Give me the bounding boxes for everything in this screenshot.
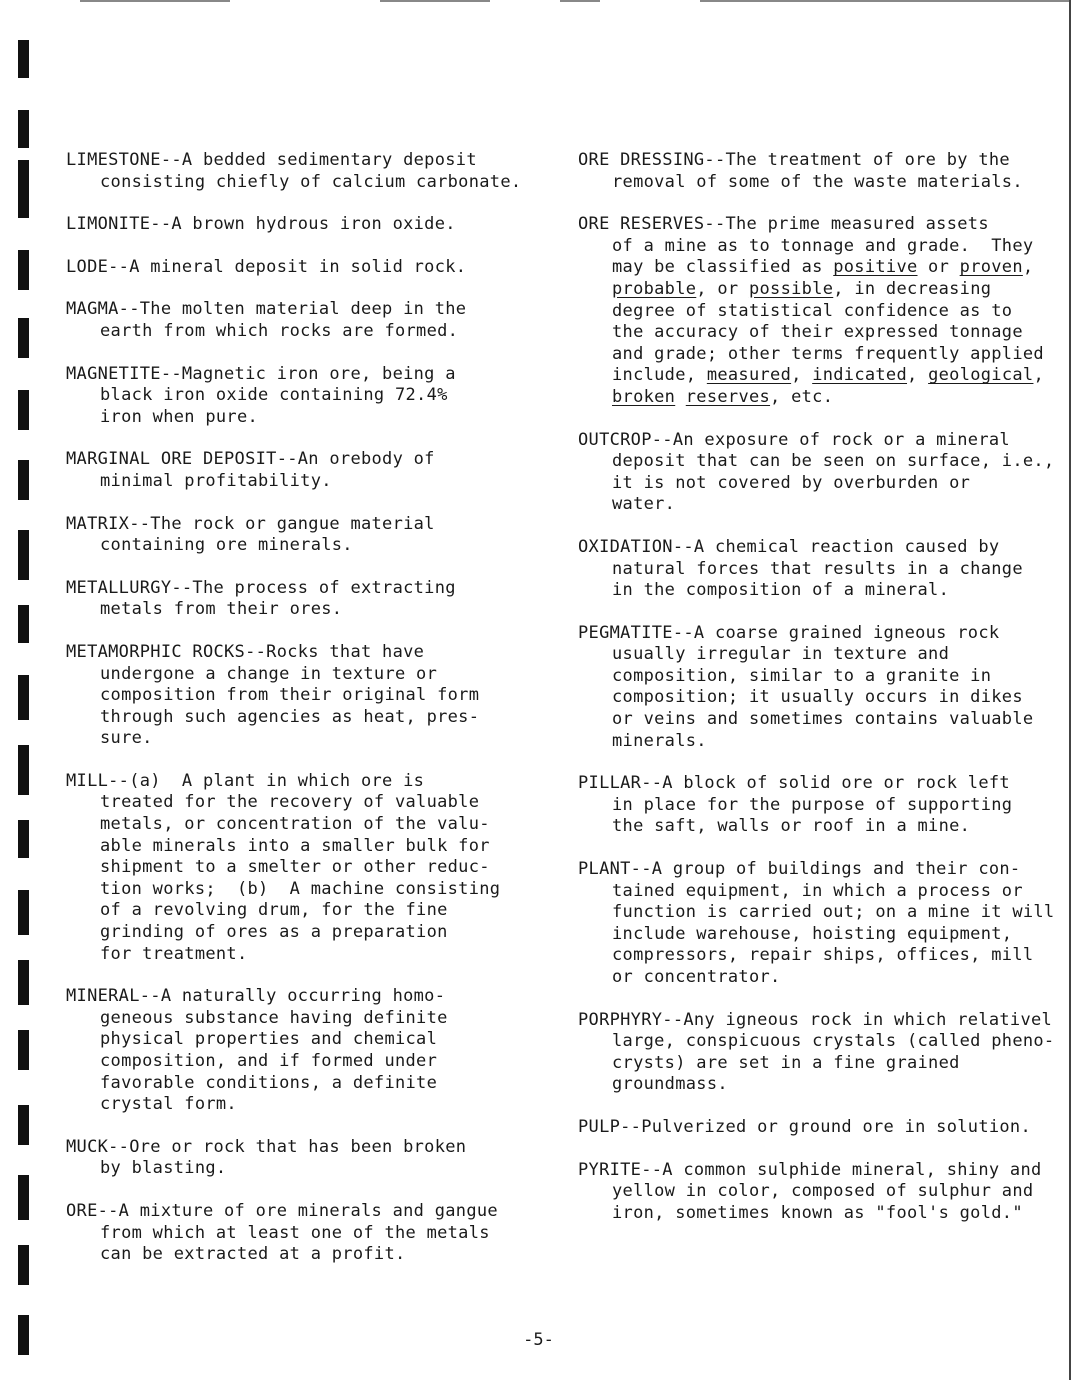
entry-term-line: MAGMA--The molten material deep in the	[66, 299, 467, 320]
entry-line: tained equipment, in which a process or	[612, 880, 1023, 901]
glossary-entry	[578, 859, 1068, 989]
entry-line: large, conspicuous crystals (called pheno-	[612, 1031, 1055, 1052]
entry-line: composition from their original form	[100, 685, 480, 706]
text-run: ,	[791, 365, 813, 386]
underlined-term: indicated	[812, 365, 908, 386]
underlined-term: possible	[748, 278, 834, 299]
underlined-term: reserves	[685, 386, 771, 407]
entry-line: or concentrator.	[612, 967, 781, 987]
binding-punch-mark	[18, 160, 29, 218]
entry-line: composition, and if formed under	[100, 1051, 438, 1071]
scan-edge-line	[700, 0, 1070, 2]
underlined-term: broken	[612, 386, 676, 407]
text-run	[675, 387, 686, 407]
entry-line: function is carried out; on a mine it will	[612, 902, 1055, 923]
glossary-entry	[578, 430, 1068, 516]
entry-line: shipment to a smelter or other reduc-	[100, 857, 490, 878]
binding-punch-mark	[18, 1175, 29, 1220]
entry-term-line	[578, 214, 1068, 236]
glossary-entry	[66, 150, 536, 193]
entry-line: include warehouse, hoisting equipment,	[612, 923, 1013, 944]
glossary-entry	[578, 623, 1068, 753]
entry-line	[578, 387, 1068, 409]
entry-line: crystal form.	[100, 1094, 237, 1115]
glossary-entry	[66, 771, 536, 965]
underlined-term: positive	[833, 257, 918, 278]
binding-punch-mark	[18, 745, 29, 795]
binding-punch-mark	[18, 530, 29, 580]
glossary-entry	[578, 1160, 1068, 1225]
text-run: ORE RESERVES--The prime measured assets	[578, 214, 989, 235]
entry-term-line: ORE DRESSING--The treatment of ore by the	[578, 150, 1010, 170]
entry-line: through such agencies as heat, pres-	[100, 706, 480, 727]
text-run: the accuracy of their expressed tonnage	[612, 322, 1023, 343]
entry-line: crysts) are set in a fine grained	[612, 1052, 960, 1073]
entry-line	[578, 344, 1068, 366]
binding-punch-mark	[18, 250, 29, 290]
entry-line: favorable conditions, a definite	[100, 1072, 438, 1093]
entry-term-line: LIMESTONE--A bedded sedimentary deposit	[66, 150, 477, 170]
entry-term-line: PULP--Pulverized or ground ore in solution.	[578, 1116, 1031, 1137]
entry-line: sure.	[100, 728, 153, 749]
text-run: of a mine as to tonnage and grade. They	[612, 235, 1034, 256]
text-run: and grade; other terms frequently applied	[612, 343, 1044, 364]
entry-line: metals from their ores.	[100, 599, 343, 620]
underlined-term: geological	[928, 365, 1034, 386]
underlined-term: measured	[706, 365, 792, 386]
binding-punch-mark	[18, 675, 29, 720]
glossary-entry	[578, 537, 1068, 602]
binding-punch-mark	[18, 820, 29, 858]
entry-term-line: METALLURGY--The process of extracting	[66, 577, 456, 598]
entry-line: from which at least one of the metals	[100, 1222, 490, 1243]
text-run: , in decreasing	[833, 278, 992, 299]
entry-line: natural forces that results in a change	[612, 558, 1023, 579]
entry-line: yellow in color, composed of sulphur and	[612, 1181, 1034, 1202]
entry-line: compressors, repair ships, offices, mill	[612, 945, 1034, 966]
entry-term-line: MAGNETITE--Magnetic iron ore, being a	[66, 363, 456, 384]
binding-punch-mark	[18, 390, 29, 430]
text-run: ,	[1022, 257, 1034, 278]
entry-term-line: PEGMATITE--A coarse grained igneous rock	[578, 622, 1000, 643]
entry-line	[578, 236, 1068, 258]
entry-term-line: PLANT--A group of buildings and their con-	[578, 859, 1021, 880]
entry-line	[578, 279, 1068, 301]
entry-line: composition, similar to a granite in	[612, 665, 992, 686]
binding-punch-mark	[18, 1030, 29, 1070]
entry-line	[578, 365, 1068, 387]
entry-term-line: METAMORPHIC ROCKS--Rocks that have	[66, 641, 425, 662]
glossary-entry	[66, 1201, 536, 1266]
glossary-entry	[66, 449, 536, 492]
glossary-entry	[66, 578, 536, 621]
glossary-entry	[66, 257, 536, 279]
entry-term-line: LODE--A mineral deposit in solid rock.	[66, 256, 467, 277]
entry-term-line: PORPHYRY--Any igneous rock in which relativel	[578, 1009, 1053, 1030]
text-run: , or	[696, 278, 749, 299]
entry-line: black iron oxide containing 72.4%	[100, 385, 448, 406]
entry-line: or veins and sometimes contains valuable	[612, 709, 1034, 730]
entry-term-line: MATRIX--The rock or gangue material	[66, 513, 435, 534]
scan-edge-line	[380, 0, 490, 2]
binding-punch-mark	[18, 605, 29, 643]
entry-term-line: LIMONITE--A brown hydrous iron oxide.	[66, 214, 456, 235]
glossary-entry	[578, 773, 1068, 838]
entry-line: deposit that can be seen on surface, i.e.,	[612, 451, 1055, 472]
entry-term-line: MUCK--Ore or rock that has been broken	[66, 1136, 467, 1157]
entry-line	[578, 301, 1068, 323]
glossary-entry	[66, 299, 536, 342]
entry-line: removal of some of the waste materials.	[612, 171, 1023, 192]
underlined-term: probable	[612, 278, 697, 299]
text-run: include,	[612, 365, 707, 386]
entry-line: treated for the recovery of valuable	[100, 792, 480, 813]
entry-line: groundmass.	[612, 1074, 728, 1095]
glossary-entry	[66, 642, 536, 750]
entry-line: for treatment.	[100, 943, 248, 964]
entry-line: usually irregular in texture and	[612, 644, 950, 665]
glossary-entry	[578, 1010, 1068, 1096]
text-run: or	[917, 257, 960, 278]
binding-punch-mark	[18, 110, 29, 148]
entry-line: metals, or concentration of the valu-	[100, 814, 490, 835]
entry-line: iron, sometimes known as "fool's gold."	[612, 1202, 1023, 1223]
entry-line: tion works; (b) A machine consisting	[100, 878, 501, 899]
entry-line: in the composition of a mineral.	[612, 580, 950, 601]
entry-line: it is not covered by overburden or	[612, 472, 971, 493]
glossary-entry	[578, 214, 1068, 408]
entry-term-line: MILL--(a) A plant in which ore is	[66, 770, 425, 791]
entry-line: the saft, walls or roof in a mine.	[612, 816, 971, 837]
entry-line: minimal profitability.	[100, 470, 332, 491]
entry-line: can be extracted at a profit.	[100, 1244, 406, 1265]
entry-line: physical properties and chemical	[100, 1029, 438, 1050]
entry-term-line: ORE--A mixture of ore minerals and gangue	[66, 1200, 498, 1221]
binding-punch-mark	[18, 40, 29, 78]
binding-punch-mark	[18, 1105, 29, 1145]
entry-line: consisting chiefly of calcium carbonate.	[100, 171, 522, 192]
entry-line: of a revolving drum, for the fine	[100, 900, 448, 921]
entry-line: minerals.	[612, 730, 707, 751]
binding-punch-mark	[18, 1245, 29, 1285]
glossary-entry	[66, 514, 536, 557]
entry-line: water.	[612, 494, 676, 515]
underlined-term: proven	[959, 257, 1023, 278]
glossary-entry	[66, 986, 536, 1116]
left-column	[66, 150, 536, 1266]
scan-edge-line	[80, 0, 230, 2]
entry-line: geneous substance having definite	[100, 1007, 448, 1028]
glossary-entry	[578, 1117, 1068, 1139]
glossary-entry	[66, 214, 536, 236]
glossary-entry	[66, 1137, 536, 1180]
entry-line: by blasting.	[100, 1158, 227, 1179]
text-run: ,	[1033, 365, 1044, 386]
entry-term-line: MINERAL--A naturally occurring homo-	[66, 986, 446, 1007]
entry-line: grinding of ores as a preparation	[100, 922, 448, 943]
entry-line: earth from which rocks are formed.	[100, 320, 459, 341]
entry-term-line: OUTCROP--An exposure of rock or a mineral	[578, 429, 1010, 450]
glossary-entry	[578, 150, 1068, 193]
scan-edge-line	[560, 0, 600, 2]
binding-punch-mark	[18, 460, 29, 500]
text-run: may be classified as	[612, 257, 834, 278]
entry-term-line: OXIDATION--A chemical reaction caused by	[578, 536, 1000, 557]
entry-line: in place for the purpose of supporting	[612, 794, 1013, 815]
entry-line: able minerals into a smaller bulk for	[100, 835, 490, 856]
right-column	[578, 150, 1068, 1224]
entry-term-line: PYRITE--A common sulphide mineral, shiny and	[578, 1159, 1042, 1180]
scan-right-edge	[1069, 0, 1071, 1380]
entry-line: containing ore minerals.	[100, 535, 353, 556]
glossary-entry	[66, 364, 536, 429]
text-run: ,	[907, 365, 929, 386]
binding-punch-mark	[18, 960, 29, 1005]
entry-line	[578, 322, 1068, 344]
entry-term-line: PILLAR--A block of solid ore or rock left	[578, 773, 1010, 794]
binding-punch-mark	[18, 318, 29, 358]
page-number: -5-	[523, 1330, 554, 1350]
text-run: , etc.	[770, 386, 834, 407]
entry-line: composition; it usually occurs in dikes	[612, 687, 1023, 708]
entry-term-line: MARGINAL ORE DEPOSIT--An orebody of	[66, 449, 435, 470]
entry-line	[578, 257, 1068, 279]
entry-line: undergone a change in texture or	[100, 663, 438, 684]
entry-line: iron when pure.	[100, 406, 259, 427]
text-run: degree of statistical confidence as to	[612, 300, 1013, 321]
binding-punch-mark	[18, 890, 29, 935]
